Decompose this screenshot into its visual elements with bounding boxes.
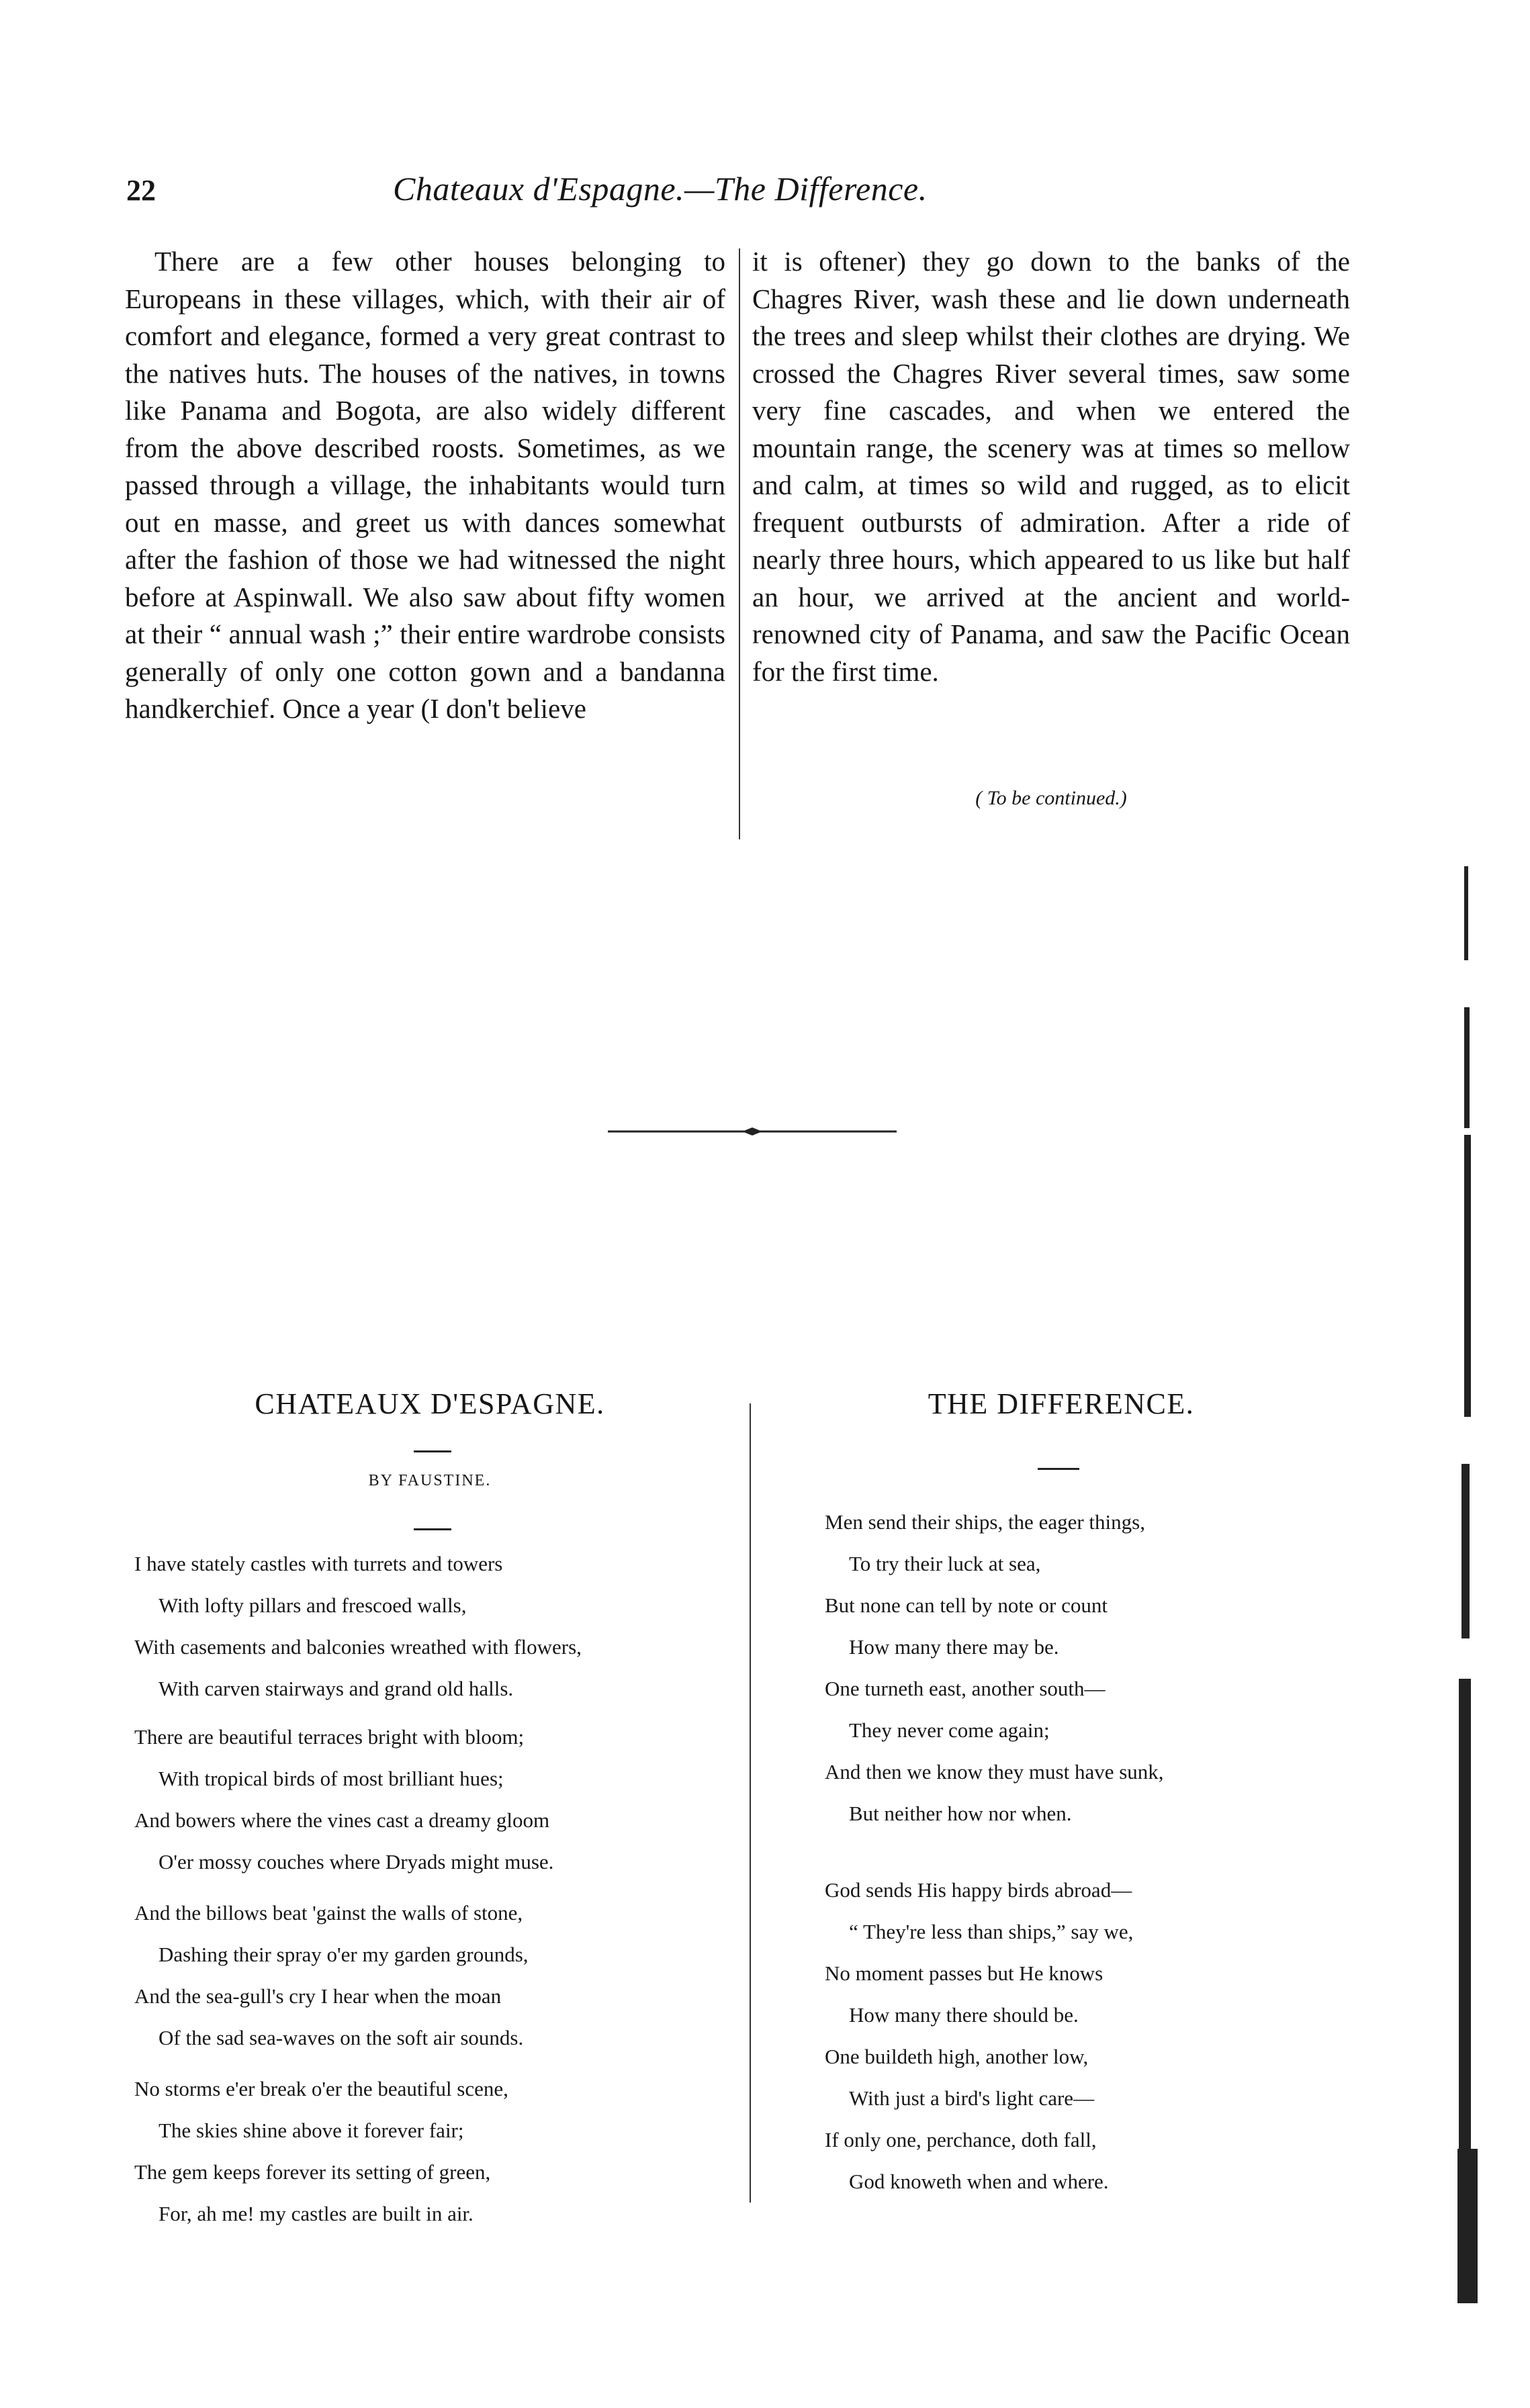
poem-line: They never come again; <box>849 1718 1050 1742</box>
poem-left-byline: BY FAUSTINE. <box>368 1472 492 1489</box>
continued-note: ( To be continued.) <box>975 787 1127 809</box>
article-right-column <box>752 243 1350 690</box>
poem-line: Dashing their spray o'er my garden grounds, <box>159 1943 529 1966</box>
poem-line: The skies shine above it forever fair; <box>159 2119 464 2142</box>
poem-divider <box>750 1403 751 2203</box>
poem-line: There are beautiful terraces bright with bloom; <box>134 1725 525 1749</box>
poem-line: If only one, perchance, doth fall, <box>825 2128 1097 2151</box>
article-right-text: it is oftener) they go down to the banks of the Chagres River, wash these and lie down underneath the trees and sleep whilst their clothes are drying. We crossed the Chagres River several times, saw some very fine cascades, and when we entered the mountain range, the scenery was at times so mellow and calm, at times so wild and rugged, as to elicit frequent outbursts of admiration. After a ride of nearly three hours, which appeared to us like but half an hour, we arrived at the ancient and world-renowned city of Panama, and saw the Pacific Ocean for the first time. <box>752 246 1350 687</box>
poem-right-title: THE DIFFERENCE. <box>928 1387 1195 1420</box>
poem-line: With lofty pillars and frescoed walls, <box>159 1593 467 1617</box>
poem-line: “ They're less than ships,” say we, <box>849 1920 1134 1943</box>
poem-left-stanza-3 <box>134 1892 529 2059</box>
poem-line: With just a bird's light care— <box>849 2086 1095 2110</box>
poem-line: No moment passes but He knows <box>825 1961 1104 1985</box>
poem-right-stanza-1 <box>825 1501 1164 1835</box>
byline-dash <box>414 1528 451 1530</box>
poem-line: But none can tell by note or count <box>825 1593 1108 1617</box>
poem-line: One buildeth high, another low, <box>825 2045 1089 2068</box>
poem-line: I have stately castles with turrets and towers <box>134 1552 503 1575</box>
article-left-text: There are a few other houses belonging to Europeans in these villages, which, with their air of comfort and elegance, formed a very great contrast to the natives huts. The houses of the natives, in towns like Panama and Bogota, are also widely different from the above described roosts. Sometimes, as we passed through a village, the inhabitants would turn out en masse, and greet us with dances somewhat after the fashion of those we had witnessed the night before at Aspinwall. We also saw about fifty women at their “ annual wash ;” their entire wardrobe consists generally of only one cotton gown and a bandanna handkerchief. Once a year (I don't believe <box>125 246 725 724</box>
poem-line: With casements and balconies wreathed with flowers, <box>134 1635 582 1659</box>
poem-line: And then we know they must have sunk, <box>825 1760 1164 1784</box>
poem-line: And bowers where the vines cast a dreamy gloom <box>134 1808 550 1832</box>
title-dash <box>1038 1468 1079 1470</box>
poem-line: The gem keeps forever its setting of green, <box>134 2160 491 2184</box>
scan-edge-mark <box>1464 1007 1470 1128</box>
poem-line: With carven stairways and grand old halls. <box>159 1677 514 1700</box>
poem-line: To try their luck at sea, <box>849 1552 1041 1575</box>
scan-edge-mark <box>1461 1464 1470 1638</box>
poem-line: Of the sad sea-waves on the soft air sounds. <box>159 2026 524 2049</box>
ornamental-rule <box>608 1127 897 1136</box>
running-title: Chateaux d'Espagne.—The Difference. <box>393 170 928 207</box>
poem-line: God sends His happy birds abroad— <box>825 1878 1132 1902</box>
poem-line: O'er mossy couches where Dryads might muse. <box>159 1850 554 1873</box>
column-divider <box>739 248 740 839</box>
poem-line: God knoweth when and where. <box>849 2170 1109 2193</box>
poem-line: No storms e'er break o'er the beautiful scene, <box>134 2077 508 2100</box>
poem-left-stanza-2 <box>134 1716 553 1883</box>
poem-line: How many there may be. <box>849 1635 1059 1659</box>
poem-line: But neither how nor when. <box>849 1802 1072 1825</box>
poem-line: With tropical birds of most brilliant hues; <box>159 1767 504 1790</box>
poem-line: Men send their ships, the eager things, <box>825 1510 1145 1534</box>
page-number: 22 <box>126 174 156 207</box>
poem-line: For, ah me! my castles are built in air. <box>159 2202 474 2225</box>
article-left-column <box>125 243 725 728</box>
poem-right-stanza-2 <box>825 1869 1133 2203</box>
title-dash <box>414 1450 451 1452</box>
poem-line: One turneth east, another south— <box>825 1677 1106 1700</box>
poem-left-stanza-4 <box>134 2068 508 2235</box>
scan-edge-mark <box>1464 1135 1471 1417</box>
poem-line: How many there should be. <box>849 2003 1079 2027</box>
poem-left-stanza-1 <box>134 1543 582 1710</box>
poem-line: And the sea-gull's cry I hear when the moan <box>134 1984 502 2008</box>
scan-edge-mark <box>1457 2149 1478 2303</box>
poem-line: And the billows beat 'gainst the walls of stone, <box>134 1901 523 1925</box>
scan-edge-mark <box>1459 1679 1471 2149</box>
scan-edge-mark <box>1464 866 1468 960</box>
poem-left-title: CHATEAUX D'ESPAGNE. <box>255 1387 605 1420</box>
